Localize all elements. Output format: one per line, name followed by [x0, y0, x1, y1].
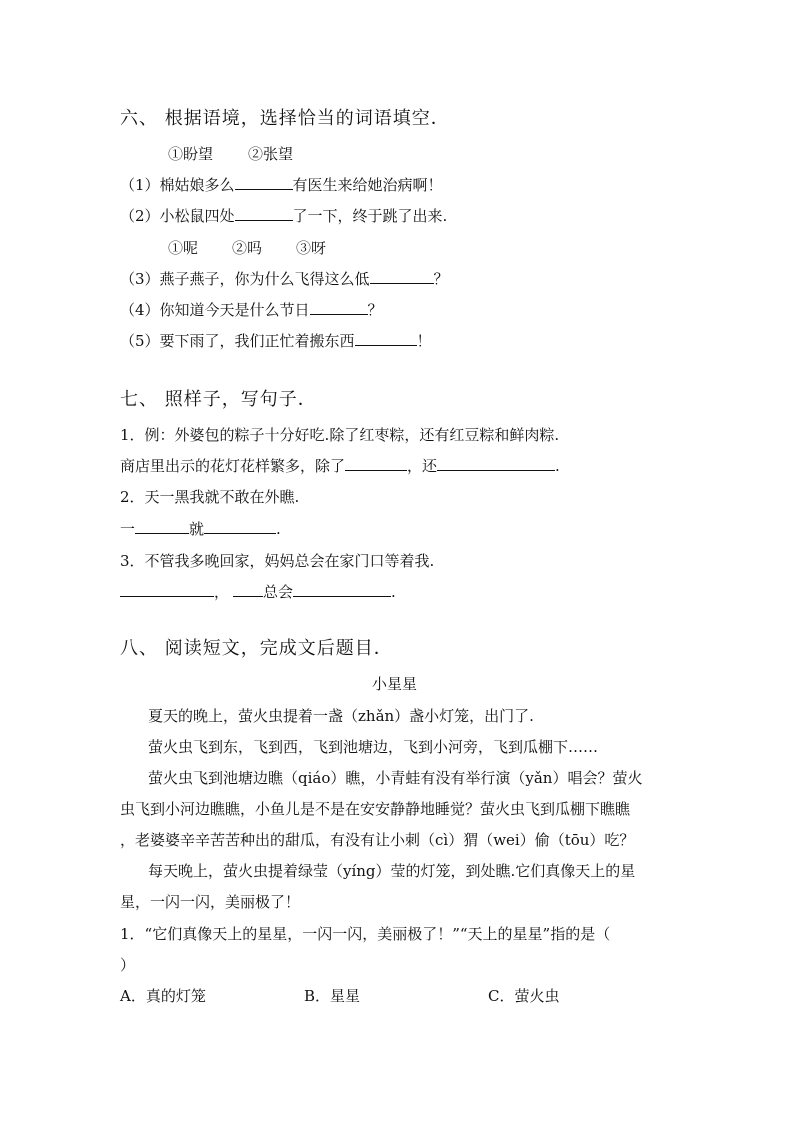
example-7-3: 3．不管我多晚回家，妈妈总会在家门口等着我.: [120, 552, 435, 570]
question-6-1-text-end: 有医生来给她治病啊！: [292, 176, 443, 194]
passage-paragraph-4-line-1: 每天晚上，萤火虫提着绿莹（yíng）莹的灯笼，到处瞧.它们真像天上的星: [148, 862, 636, 880]
question-8-1-line-2: ）: [120, 956, 136, 974]
question-6-3-text-end: ？: [433, 270, 449, 288]
task-7-1-text: 商店里出示的花灯花样繁多，除了: [120, 457, 346, 475]
question-6-4: [120, 300, 383, 320]
answer-blank-6-5[interactable]: [355, 331, 417, 346]
example-7-1: 1．例：外婆包的粽子十分好吃.除了红枣粽，还有红豆粽和鲜肉粽.: [120, 426, 560, 444]
question-6-2-text-end: 了一下，终于跳了出来.: [292, 207, 448, 225]
question-6-3: [120, 269, 449, 289]
passage-paragraph-3-line-2: 虫飞到小河边瞧瞧，小鱼儿是不是在安安静静地睡觉？萤火虫飞到瓜棚下瞧瞧: [120, 800, 631, 818]
example-7-2: 2．天一黑我就不敢在外瞧.: [120, 488, 300, 506]
section-8-heading: 八、 阅读短文，完成文后题目．: [120, 638, 393, 659]
passage-paragraph-2: 萤火虫飞到东，飞到西，飞到池塘边，飞到小河旁，飞到瓜棚下……: [148, 738, 599, 756]
task-7-3: [120, 582, 396, 602]
section-7-heading: 七、 照样子，写句子．: [120, 389, 317, 410]
task-7-1-text-end: .: [555, 457, 560, 475]
section-6-heading: 六、 根据语境，选择恰当的词语填空．: [120, 108, 450, 129]
answer-blank-7-3a[interactable]: [120, 582, 214, 597]
question-6-3-text: （3）燕子燕子，你为什么飞得这么低: [120, 270, 370, 288]
option-3-ya: ③呀: [296, 239, 327, 257]
passage-paragraph-3-line-1: 萤火虫飞到池塘边瞧（qiáo）瞧，小青蛙有没有举行演（yǎn）唱会？萤火: [148, 769, 643, 787]
option-1-ne: ①呢: [168, 239, 199, 257]
answer-blank-6-1[interactable]: [235, 175, 293, 190]
answer-blank-7-3b[interactable]: [233, 582, 263, 597]
option-2-ma: ②吗: [232, 239, 263, 257]
question-6-2: [120, 206, 447, 226]
option-1-panwang: ①盼望: [168, 145, 214, 163]
task-7-1-text-mid: ，还: [407, 457, 438, 475]
task-7-3-text-b: 总会: [263, 583, 294, 601]
task-7-3-text-end: .: [391, 583, 396, 601]
option-c-fireflies[interactable]: C．萤火虫: [488, 987, 560, 1005]
task-7-2-text-b: 就: [189, 520, 205, 538]
question-6-5-text: （5）要下雨了，我们正忙着搬东西: [120, 332, 355, 350]
answer-blank-6-4[interactable]: [310, 300, 368, 315]
passage-paragraph-3-line-3: ，老婆婆辛辛苦苦种出的甜瓜，有没有让小刺（cì）猬（wei）偷（tōu）吃？: [120, 831, 635, 849]
task-7-2-text-a: 一: [120, 520, 136, 538]
question-8-1-line-1: 1．“它们真像天上的星星，一闪一闪，美丽极了！”“天上的星星”指的是（: [120, 925, 611, 943]
task-7-3-text-mid: ，: [214, 583, 230, 601]
question-6-5: [120, 331, 432, 351]
answer-blank-7-2b[interactable]: [204, 519, 276, 534]
question-6-1-text: （1）棉姑娘多么: [120, 176, 235, 194]
answer-blank-7-3c[interactable]: [293, 582, 391, 597]
question-6-2-text: （2）小松鼠四处: [120, 207, 235, 225]
option-a-real-lantern[interactable]: A．真的灯笼: [120, 987, 206, 1005]
option-b-stars[interactable]: B．星星: [304, 987, 361, 1005]
answer-blank-7-1b[interactable]: [437, 456, 555, 471]
question-6-4-text: （4）你知道今天是什么节日: [120, 301, 310, 319]
answer-blank-7-2a[interactable]: [135, 519, 189, 534]
answer-blank-7-1a[interactable]: [345, 456, 407, 471]
task-7-2-text-end: .: [276, 520, 281, 538]
question-6-1: [120, 175, 443, 195]
task-7-2: [120, 519, 281, 539]
option-2-zhangwang: ②张望: [248, 145, 294, 163]
passage-paragraph-1: 夏天的晚上，萤火虫提着一盏（zhǎn）盏小灯笼，出门了.: [148, 707, 534, 725]
task-7-1: [120, 456, 560, 476]
question-6-5-text-end: ！: [416, 332, 432, 350]
passage-title: 小星星: [372, 675, 418, 693]
question-6-4-text-end: ？: [367, 301, 383, 319]
passage-paragraph-4-line-2: 星，一闪一闪，美丽极了！: [120, 893, 301, 911]
answer-blank-6-3[interactable]: [370, 269, 434, 284]
answer-blank-6-2[interactable]: [235, 206, 293, 221]
